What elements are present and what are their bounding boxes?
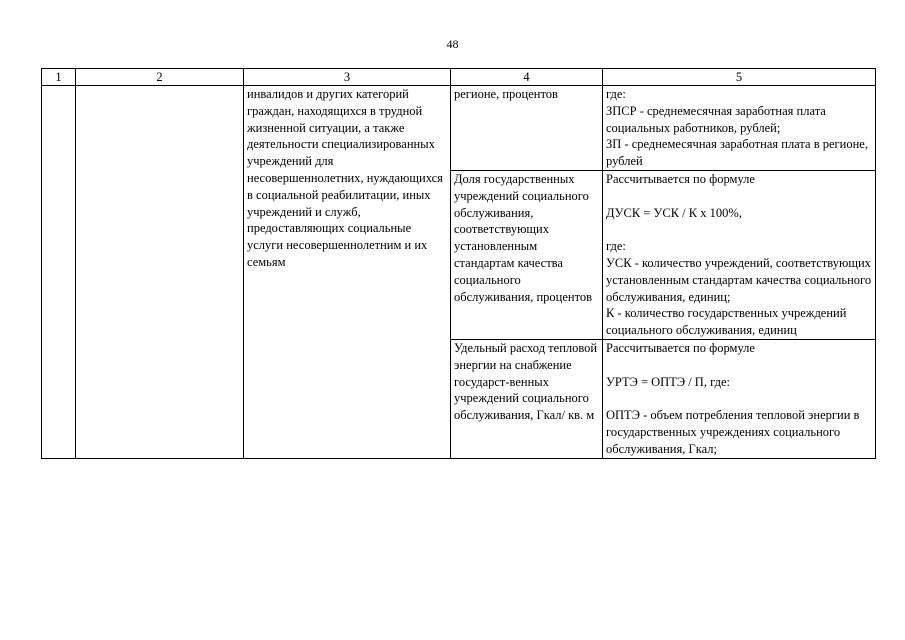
table-row bbox=[42, 86, 876, 171]
cell-method-3: Рассчитывается по формуле УРТЭ = ОПТЭ / П, где: ОПТЭ - объем потребления тепловой энергии в государственных учреждениях социального обслуживания, Гкал; bbox=[603, 339, 876, 458]
cell-method-1: где: ЗПСР - среднемесячная заработная плата социальных работников, рублей; ЗП - среднемесячная заработная плата в регионе, рублей bbox=[603, 86, 876, 171]
header-col-2: 2 bbox=[76, 69, 244, 86]
table-header-row bbox=[42, 69, 876, 86]
cell-activity-description: инвалидов и других категорий граждан, находящихся в трудной жизненной ситуации, а также деятельности специализированных учреждений для несовершеннолетних, нуждающихся в социальной реабилитации, иных учреждений и служб, предоставляющих социальные услуги несовершеннолетним и их семьям bbox=[244, 86, 451, 459]
header-col-4: 4 bbox=[451, 69, 603, 86]
header-col-5: 5 bbox=[603, 69, 876, 86]
cell-indicator-2: Доля государственных учреждений социального обслуживания, соответствующих установленным стандартам качества социального обслуживания, процентов bbox=[451, 170, 603, 339]
page-number: 48 bbox=[446, 37, 459, 51]
cell-col-1 bbox=[42, 86, 76, 459]
cell-col-2 bbox=[76, 86, 244, 459]
indicator-table bbox=[41, 68, 876, 459]
cell-indicator-1: регионе, процентов bbox=[451, 86, 603, 171]
header-col-3: 3 bbox=[244, 69, 451, 86]
cell-method-2: Рассчитывается по формуле ДУСК = УСК / К x 100%, где: УСК - количество учреждений, соответствующих установленным стандартам качества социального обслуживания, единиц; К - количество государственных учреждений социального обслуживания, единиц bbox=[603, 170, 876, 339]
header-col-1: 1 bbox=[42, 69, 76, 86]
cell-indicator-3: Удельный расход тепловой энергии на снабжение государст-венных учреждений социального обслуживания, Гкал/ кв. м bbox=[451, 339, 603, 458]
